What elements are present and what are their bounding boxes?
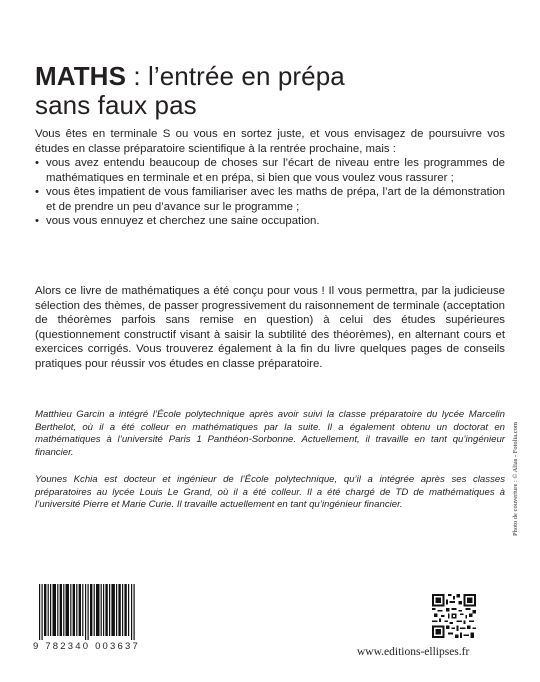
bullet-text: vous avez entendu beaucoup de choses sur l’écart de niveau entre les programmes de mathématiques en terminale et en prépa, si bien que vous voulez vous rassurer ; [46,157,505,184]
barcode-icon [33,584,143,640]
title-maths: MATHS [35,61,127,91]
intro-bullet-list [35,156,505,229]
list-item [35,185,505,214]
title-line-2: sans faux pas [35,90,197,120]
author-bio-garcin: Matthieu Garcin a intégré l’École polytechnique après avoir suivi la classe préparatoire du lycée Marcelin Berthelot, où il a été colleur en mathématiques par la suite. Il a également obtenu un doctorat en mathématiques à l’université Paris 1 Panthéon-Sorbonne. Actuellement, il travaille en tant qu’ingénieur financier. [35,409,505,458]
intro-lead: Vous êtes en terminale S ou vous en sortez juste, et vous envisagez de poursuivre vos études en classe préparatoire scientifique à la rentrée prochaine, mais : [35,128,505,155]
list-item [35,214,505,229]
bullet-icon: • [35,215,39,227]
author-bio-kchia: Younes Kchia est docteur et ingénieur de l’École polytechnique, qu’il a intégrée après ses classes préparatoires au lycée Louis Le Grand, où il a été colleur. Il a été chargé de TD de mathématiques à l’université Pierre et Marie Curie. Il travaille actuellement en tant qu’ingénieur financier. [35,474,505,511]
bullet-text: vous vous ennuyez et cherchez une saine occupation. [46,215,320,227]
bullet-text: vous êtes impatient de vous familiariser avec les maths de prépa, l’art de la démonstration et de prendre un peu d’avance sur le programme ; [46,186,505,213]
title-line-1 [35,62,345,91]
isbn-number: 9 782340 003637 [33,641,140,652]
publisher-website[interactable]: www.editions-ellipses.fr [357,646,470,658]
qr-code-icon [432,594,476,638]
list-item [35,156,505,185]
bullet-icon: • [35,157,39,169]
bullet-icon: • [35,186,39,198]
title-rest-1: : l’entrée en prépa [126,61,345,91]
photo-credit: Photo de couverture : © Alias - Fotolia.com [512,422,519,536]
description-paragraph: Alors ce livre de mathématiques a été conçu pour vous ! Il vous permettra, par la judicieuse sélection des thèmes, de passer progressivement du raisonnement de terminale (acceptation de théorèmes parfois sans remise en question) à celui des études supérieures (questionnement constructif visant à saisir la subtilité des théorèmes), en alternant cours et exercices corrigés. Vous trouverez également à la fin du livre quelques pages de conseils pratiques pour réussir vos études en classe préparatoire. [35,285,505,370]
book-title [35,62,345,120]
intro-section [35,127,505,229]
